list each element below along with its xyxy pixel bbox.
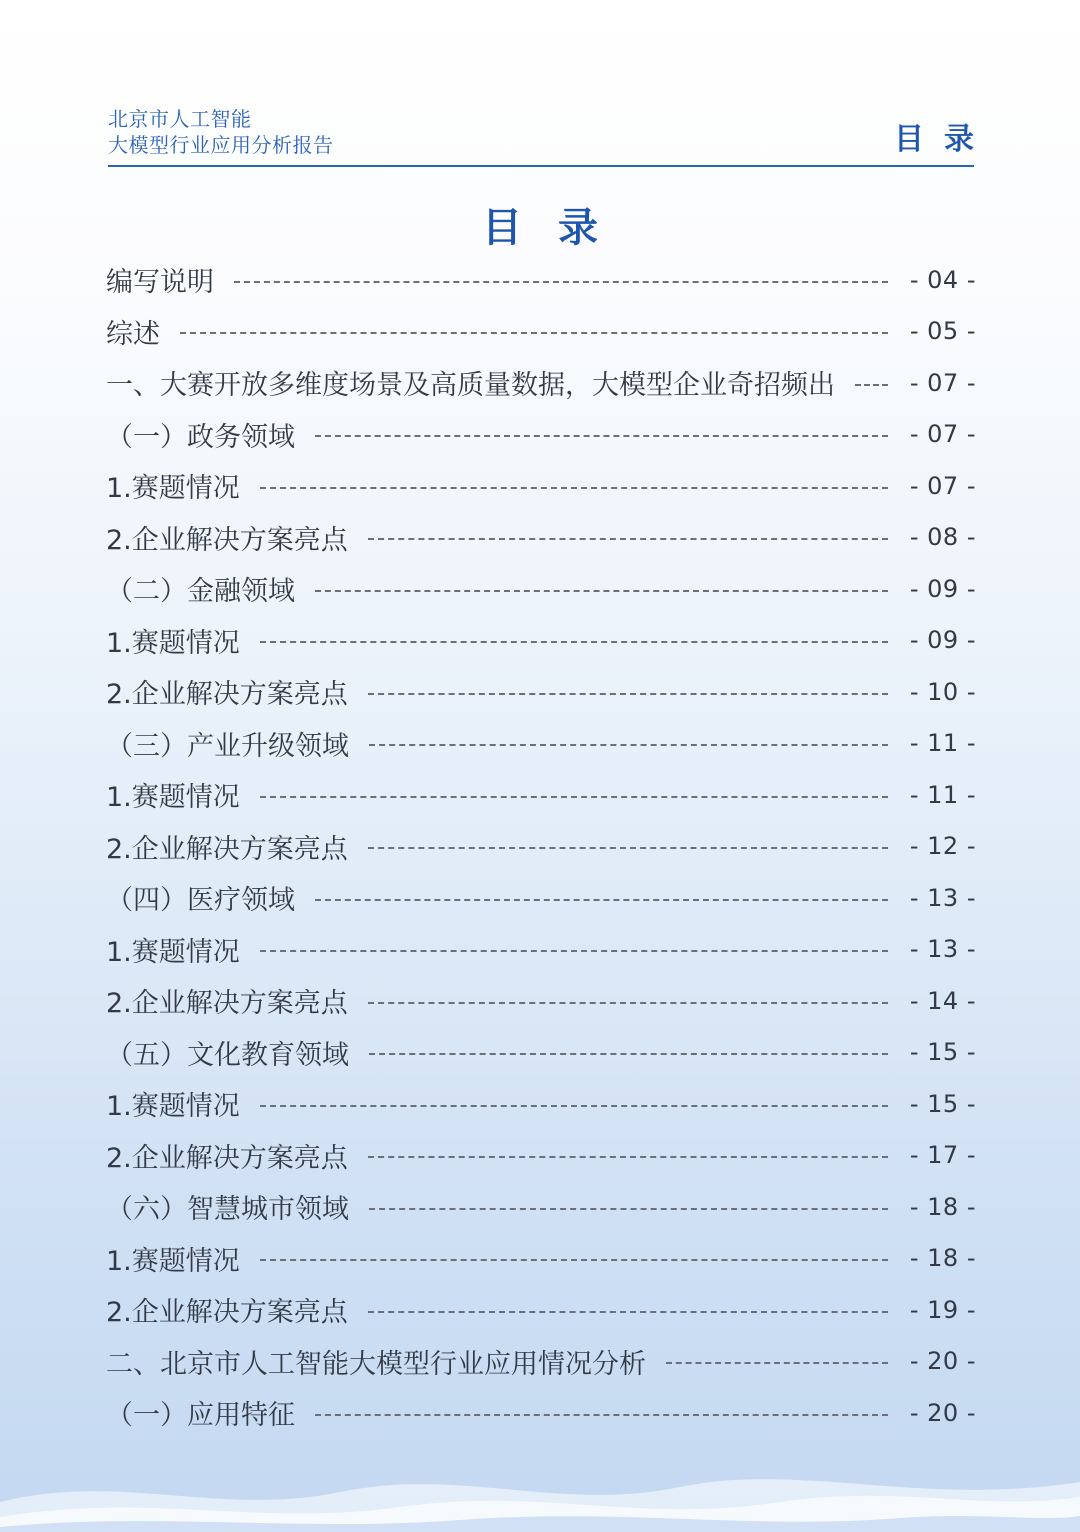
- dot-leader: [260, 1259, 888, 1261]
- toc-entry-label: 1.赛题情况: [106, 1091, 240, 1123]
- dot-leader: [315, 1414, 888, 1416]
- toc-entry-label: 1.赛题情况: [106, 782, 240, 814]
- toc-entry-page: - 17 -: [909, 1141, 976, 1170]
- toc-entry-page: - 13 -: [909, 883, 976, 912]
- toc-entry[interactable]: [106, 872, 976, 924]
- toc-entry[interactable]: [106, 615, 976, 667]
- toc-entry-label: 2.企业解决方案亮点: [106, 679, 348, 711]
- toc-entry-page: - 18 -: [909, 1192, 976, 1221]
- toc-entry-page: - 20 -: [909, 1398, 976, 1427]
- dot-leader: [315, 590, 888, 592]
- toc-entry[interactable]: [106, 718, 976, 770]
- toc-entry[interactable]: [106, 975, 976, 1027]
- report-title-line2: 大模型行业应用分析报告: [108, 133, 334, 157]
- toc-entry-label: 2.企业解决方案亮点: [106, 1142, 348, 1174]
- dot-leader: [315, 899, 888, 901]
- toc-entry[interactable]: [106, 409, 976, 461]
- toc-entry[interactable]: [106, 769, 976, 821]
- dot-leader: [260, 641, 888, 643]
- toc-entry-label: 1.赛题情况: [106, 1245, 240, 1277]
- toc-entry-page: - 20 -: [909, 1347, 976, 1376]
- toc-entry-page: - 14 -: [909, 986, 976, 1015]
- dot-leader: [369, 1208, 888, 1210]
- toc-entry-page: - 11 -: [909, 780, 976, 809]
- toc-entry-page: - 07 -: [909, 420, 976, 449]
- toc-entry-page: - 05 -: [909, 317, 976, 346]
- page-title: 目录: [482, 205, 634, 251]
- dot-leader: [180, 332, 888, 334]
- toc-entry-page: - 10 -: [909, 677, 976, 706]
- toc-entry-page: - 19 -: [909, 1295, 976, 1324]
- dot-leader: [369, 744, 888, 746]
- toc-entry[interactable]: [106, 1027, 976, 1079]
- toc-entry-label: 一、大赛开放多维度场景及高质量数据，大模型企业奇招频出: [106, 370, 835, 402]
- wave-decoration: [0, 1442, 1080, 1532]
- dot-leader: [260, 796, 888, 798]
- running-header: [108, 106, 994, 166]
- toc-entry-page: - 09 -: [909, 626, 976, 655]
- dot-leader: [368, 1311, 888, 1313]
- toc-entry-label: 2.企业解决方案亮点: [106, 1297, 348, 1329]
- dot-leader: [368, 538, 888, 540]
- section-label: 目录: [894, 122, 994, 157]
- toc-entry-label: （六）智慧城市领域: [106, 1194, 349, 1226]
- toc-entry[interactable]: [106, 1387, 976, 1439]
- dot-leader: [260, 487, 888, 489]
- toc-entry-label: （一）应用特征: [106, 1400, 295, 1432]
- header-divider: [108, 165, 974, 167]
- toc-entry-label: 二、北京市人工智能大模型行业应用情况分析: [106, 1348, 646, 1380]
- toc-entry[interactable]: [106, 512, 976, 564]
- toc-entry-label: （二）金融领域: [106, 576, 295, 608]
- dot-leader: [369, 1053, 888, 1055]
- dot-leader: [368, 1156, 888, 1158]
- toc-entry-label: 2.企业解决方案亮点: [106, 833, 348, 865]
- toc-entry-label: （四）医疗领域: [106, 885, 295, 917]
- toc-entry[interactable]: [106, 1336, 976, 1388]
- dot-leader: [234, 281, 888, 283]
- toc-entry[interactable]: [106, 254, 976, 306]
- toc-entry-page: - 13 -: [909, 935, 976, 964]
- dot-leader: [368, 847, 888, 849]
- toc-entry[interactable]: [106, 1130, 976, 1182]
- toc-entry[interactable]: [106, 1078, 976, 1130]
- toc-entry-page: - 04 -: [909, 265, 976, 294]
- toc-entry[interactable]: [106, 821, 976, 873]
- dot-leader: [368, 1002, 888, 1004]
- report-title-line1: 北京市人工智能: [108, 107, 252, 131]
- dot-leader: [315, 435, 888, 437]
- toc-entry-label: 综述: [106, 318, 160, 350]
- toc-entry-page: - 08 -: [909, 523, 976, 552]
- toc-entry-page: - 11 -: [909, 729, 976, 758]
- dot-leader: [260, 1105, 888, 1107]
- dot-leader: [368, 693, 888, 695]
- toc-entry-label: 1.赛题情况: [106, 627, 240, 659]
- toc-entry-label: 2.企业解决方案亮点: [106, 524, 348, 556]
- toc-entry[interactable]: [106, 563, 976, 615]
- toc-entry-page: - 18 -: [909, 1244, 976, 1273]
- toc-entry[interactable]: [106, 666, 976, 718]
- toc-entry-label: （一）政务领域: [106, 421, 295, 453]
- toc-entry-page: - 09 -: [909, 574, 976, 603]
- toc-entry-label: 2.企业解决方案亮点: [106, 988, 348, 1020]
- toc-entry-label: 1.赛题情况: [106, 936, 240, 968]
- toc-entry-page: - 15 -: [909, 1038, 976, 1067]
- toc-entry-label: 编写说明: [106, 267, 214, 299]
- toc-entry-page: - 15 -: [909, 1089, 976, 1118]
- table-of-contents: [106, 254, 976, 1439]
- toc-entry-page: - 07 -: [909, 368, 976, 397]
- toc-entry[interactable]: [106, 306, 976, 358]
- toc-entry-label: 1.赛题情况: [106, 473, 240, 505]
- dot-leader: [855, 384, 888, 386]
- dot-leader: [666, 1362, 888, 1364]
- toc-entry[interactable]: [106, 924, 976, 976]
- toc-entry-page: - 12 -: [909, 832, 976, 861]
- toc-entry-label: （三）产业升级领域: [106, 730, 349, 762]
- toc-entry[interactable]: [106, 460, 976, 512]
- toc-entry-label: （五）文化教育领域: [106, 1039, 349, 1071]
- toc-entry[interactable]: [106, 357, 976, 409]
- toc-entry[interactable]: [106, 1284, 976, 1336]
- toc-entry[interactable]: [106, 1233, 976, 1285]
- toc-entry-page: - 07 -: [909, 471, 976, 500]
- toc-entry[interactable]: [106, 1181, 976, 1233]
- report-title: [108, 106, 334, 158]
- dot-leader: [260, 950, 888, 952]
